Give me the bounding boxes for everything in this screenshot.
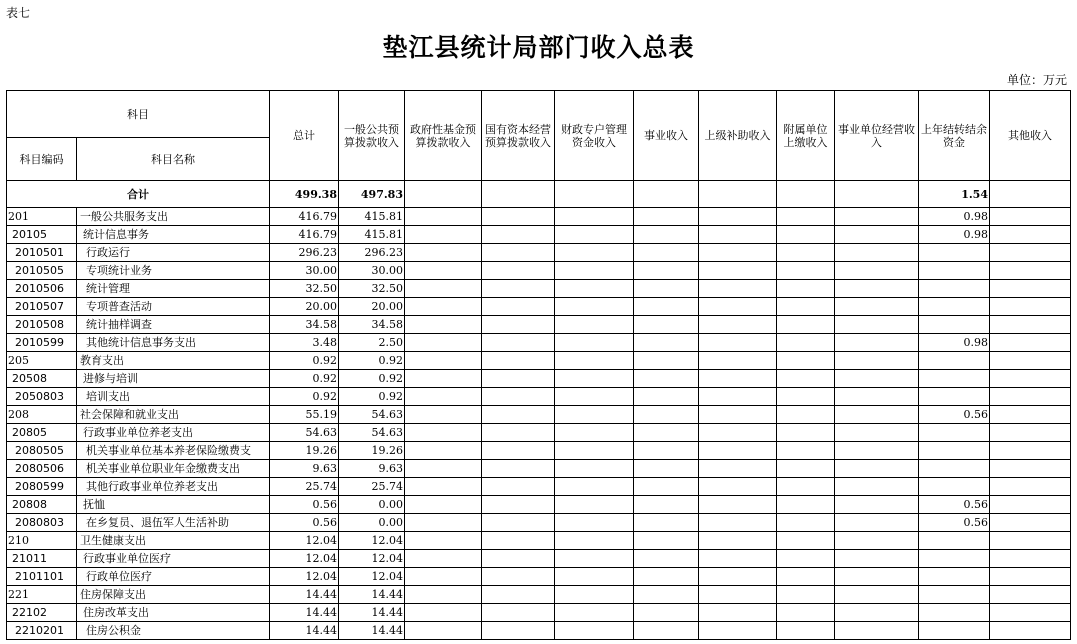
row-carryover <box>919 352 990 370</box>
table-row <box>7 334 1071 352</box>
row-general-budget: 54.63 <box>339 424 405 442</box>
row-code: 2010508 <box>7 316 77 334</box>
row-general-budget: 14.44 <box>339 622 405 640</box>
row-code: 2080599 <box>7 478 77 496</box>
row-name: 抚恤 <box>77 496 270 514</box>
row-name: 培训支出 <box>77 388 270 406</box>
table-row <box>7 568 1071 586</box>
row-name: 社会保障和就业支出 <box>77 406 270 424</box>
header-subject: 科目 <box>7 91 270 138</box>
row-total: 54.63 <box>270 424 339 442</box>
row-code: 20805 <box>7 424 77 442</box>
row-general-budget: 296.23 <box>339 244 405 262</box>
table-row <box>7 406 1071 424</box>
row-general-budget: 0.92 <box>339 370 405 388</box>
row-carryover <box>919 532 990 550</box>
row-carryover <box>919 478 990 496</box>
row-name: 住房保障支出 <box>77 586 270 604</box>
table-number-label: 表七 <box>6 6 31 20</box>
header-other: 其他收入 <box>990 91 1071 181</box>
row-name: 专项普查活动 <box>77 298 270 316</box>
row-carryover <box>919 550 990 568</box>
row-general-budget: 34.58 <box>339 316 405 334</box>
row-total: 9.63 <box>270 460 339 478</box>
table-row <box>7 388 1071 406</box>
row-carryover <box>919 424 990 442</box>
table-row <box>7 226 1071 244</box>
row-total: 32.50 <box>270 280 339 298</box>
row-carryover <box>919 568 990 586</box>
table-row <box>7 244 1071 262</box>
row-name: 机关事业单位职业年金缴费支出 <box>77 460 270 478</box>
row-code: 205 <box>7 352 77 370</box>
header-code: 科目编码 <box>7 138 77 181</box>
row-carryover: 0.98 <box>919 334 990 352</box>
table-row <box>7 442 1071 460</box>
header-name: 科目名称 <box>77 138 270 181</box>
row-total: 416.79 <box>270 226 339 244</box>
row-name: 一般公共服务支出 <box>77 208 270 226</box>
row-code: 2010599 <box>7 334 77 352</box>
row-total: 19.26 <box>270 442 339 460</box>
row-name: 卫生健康支出 <box>77 532 270 550</box>
table-row <box>7 604 1071 622</box>
row-carryover <box>919 370 990 388</box>
table-row <box>7 352 1071 370</box>
row-total: 14.44 <box>270 622 339 640</box>
unit-label: 单位：万元 <box>1006 73 1067 87</box>
row-code: 2080506 <box>7 460 77 478</box>
row-code: 2010507 <box>7 298 77 316</box>
row-general-budget: 0.00 <box>339 496 405 514</box>
table-row <box>7 550 1071 568</box>
row-general-budget: 19.26 <box>339 442 405 460</box>
row-name: 行政运行 <box>77 244 270 262</box>
row-carryover <box>919 622 990 640</box>
row-total: 0.92 <box>270 352 339 370</box>
row-code: 20808 <box>7 496 77 514</box>
row-carryover <box>919 388 990 406</box>
table-row <box>7 208 1071 226</box>
row-code: 22102 <box>7 604 77 622</box>
row-code: 201 <box>7 208 77 226</box>
row-carryover <box>919 586 990 604</box>
row-code: 2210201 <box>7 622 77 640</box>
table-row <box>7 532 1071 550</box>
total-row <box>7 181 1071 208</box>
header-total: 总计 <box>270 91 339 181</box>
row-code: 2080505 <box>7 442 77 460</box>
table-row <box>7 316 1071 334</box>
row-general-budget: 12.04 <box>339 532 405 550</box>
table-row <box>7 586 1071 604</box>
row-name: 统计信息事务 <box>77 226 270 244</box>
row-carryover <box>919 280 990 298</box>
header-business: 事业收入 <box>634 91 699 181</box>
row-name: 其他统计信息事务支出 <box>77 334 270 352</box>
table-row <box>7 496 1071 514</box>
row-general-budget: 9.63 <box>339 460 405 478</box>
row-code: 20105 <box>7 226 77 244</box>
page-title: 垫江县统计局部门收入总表 <box>382 33 695 62</box>
row-name: 行政事业单位医疗 <box>77 550 270 568</box>
table-row <box>7 478 1071 496</box>
row-code: 2050803 <box>7 388 77 406</box>
row-code: 2010501 <box>7 244 77 262</box>
row-total: 20.00 <box>270 298 339 316</box>
row-total: 30.00 <box>270 262 339 280</box>
row-code: 21011 <box>7 550 77 568</box>
row-name: 专项统计业务 <box>77 262 270 280</box>
row-total: 14.44 <box>270 604 339 622</box>
header-operating: 事业单位经营收入 <box>835 91 919 181</box>
row-general-budget: 14.44 <box>339 604 405 622</box>
row-code: 20508 <box>7 370 77 388</box>
header-affiliate: 附属单位上缴收入 <box>777 91 835 181</box>
row-carryover <box>919 298 990 316</box>
row-name: 住房改革支出 <box>77 604 270 622</box>
row-name: 统计管理 <box>77 280 270 298</box>
row-total: 0.92 <box>270 388 339 406</box>
row-carryover <box>919 316 990 334</box>
row-general-budget: 54.63 <box>339 406 405 424</box>
row-total: 3.48 <box>270 334 339 352</box>
row-carryover: 0.56 <box>919 514 990 532</box>
header-gov-fund: 政府性基金预算拨款收入 <box>405 91 482 181</box>
row-carryover: 0.56 <box>919 406 990 424</box>
row-code: 210 <box>7 532 77 550</box>
row-name: 行政单位医疗 <box>77 568 270 586</box>
row-total: 55.19 <box>270 406 339 424</box>
row-carryover: 0.98 <box>919 226 990 244</box>
row-general-budget: 2.50 <box>339 334 405 352</box>
row-general-budget: 25.74 <box>339 478 405 496</box>
income-summary-table <box>6 90 1071 640</box>
total-total: 499.38 <box>270 181 339 208</box>
table-row <box>7 280 1071 298</box>
row-carryover: 0.56 <box>919 496 990 514</box>
row-name: 教育支出 <box>77 352 270 370</box>
row-code: 221 <box>7 586 77 604</box>
row-total: 34.58 <box>270 316 339 334</box>
row-code: 2080803 <box>7 514 77 532</box>
row-carryover <box>919 262 990 280</box>
table-row <box>7 514 1071 532</box>
header-general-budget: 一般公共预算拨款收入 <box>339 91 405 181</box>
row-general-budget: 12.04 <box>339 568 405 586</box>
row-total: 0.56 <box>270 496 339 514</box>
row-general-budget: 32.50 <box>339 280 405 298</box>
row-total: 25.74 <box>270 478 339 496</box>
row-code: 208 <box>7 406 77 424</box>
row-general-budget: 12.04 <box>339 550 405 568</box>
row-general-budget: 0.00 <box>339 514 405 532</box>
row-general-budget: 20.00 <box>339 298 405 316</box>
row-general-budget: 0.92 <box>339 388 405 406</box>
row-name: 进修与培训 <box>77 370 270 388</box>
row-total: 0.56 <box>270 514 339 532</box>
row-carryover: 0.98 <box>919 208 990 226</box>
row-general-budget: 415.81 <box>339 226 405 244</box>
table-row <box>7 298 1071 316</box>
row-name: 住房公积金 <box>77 622 270 640</box>
header-special-fiscal: 财政专户管理资金收入 <box>555 91 634 181</box>
row-total: 416.79 <box>270 208 339 226</box>
row-total: 12.04 <box>270 550 339 568</box>
row-total: 12.04 <box>270 532 339 550</box>
row-general-budget: 14.44 <box>339 586 405 604</box>
table-row <box>7 460 1071 478</box>
row-general-budget: 0.92 <box>339 352 405 370</box>
row-carryover <box>919 604 990 622</box>
row-name: 行政事业单位养老支出 <box>77 424 270 442</box>
row-total: 0.92 <box>270 370 339 388</box>
row-name: 统计抽样调查 <box>77 316 270 334</box>
row-general-budget: 415.81 <box>339 208 405 226</box>
header-state-capital: 国有资本经营预算拨款收入 <box>482 91 555 181</box>
table-row <box>7 262 1071 280</box>
total-carryover: 1.54 <box>919 181 990 208</box>
row-name: 机关事业单位基本养老保险缴费支 <box>77 442 270 460</box>
table-row <box>7 424 1071 442</box>
row-carryover <box>919 244 990 262</box>
row-total: 296.23 <box>270 244 339 262</box>
row-name: 在乡复员、退伍军人生活补助 <box>77 514 270 532</box>
total-general-budget: 497.83 <box>339 181 405 208</box>
total-label: 合计 <box>7 181 270 208</box>
row-total: 14.44 <box>270 586 339 604</box>
row-code: 2010505 <box>7 262 77 280</box>
row-carryover <box>919 442 990 460</box>
row-total: 12.04 <box>270 568 339 586</box>
table-row <box>7 622 1071 640</box>
row-general-budget: 30.00 <box>339 262 405 280</box>
header-higher-subsidy: 上级补助收入 <box>699 91 777 181</box>
row-carryover <box>919 460 990 478</box>
row-code: 2010506 <box>7 280 77 298</box>
row-code: 2101101 <box>7 568 77 586</box>
header-carryover: 上年结转结余资金 <box>919 91 990 181</box>
row-name: 其他行政事业单位养老支出 <box>77 478 270 496</box>
table-row <box>7 370 1071 388</box>
